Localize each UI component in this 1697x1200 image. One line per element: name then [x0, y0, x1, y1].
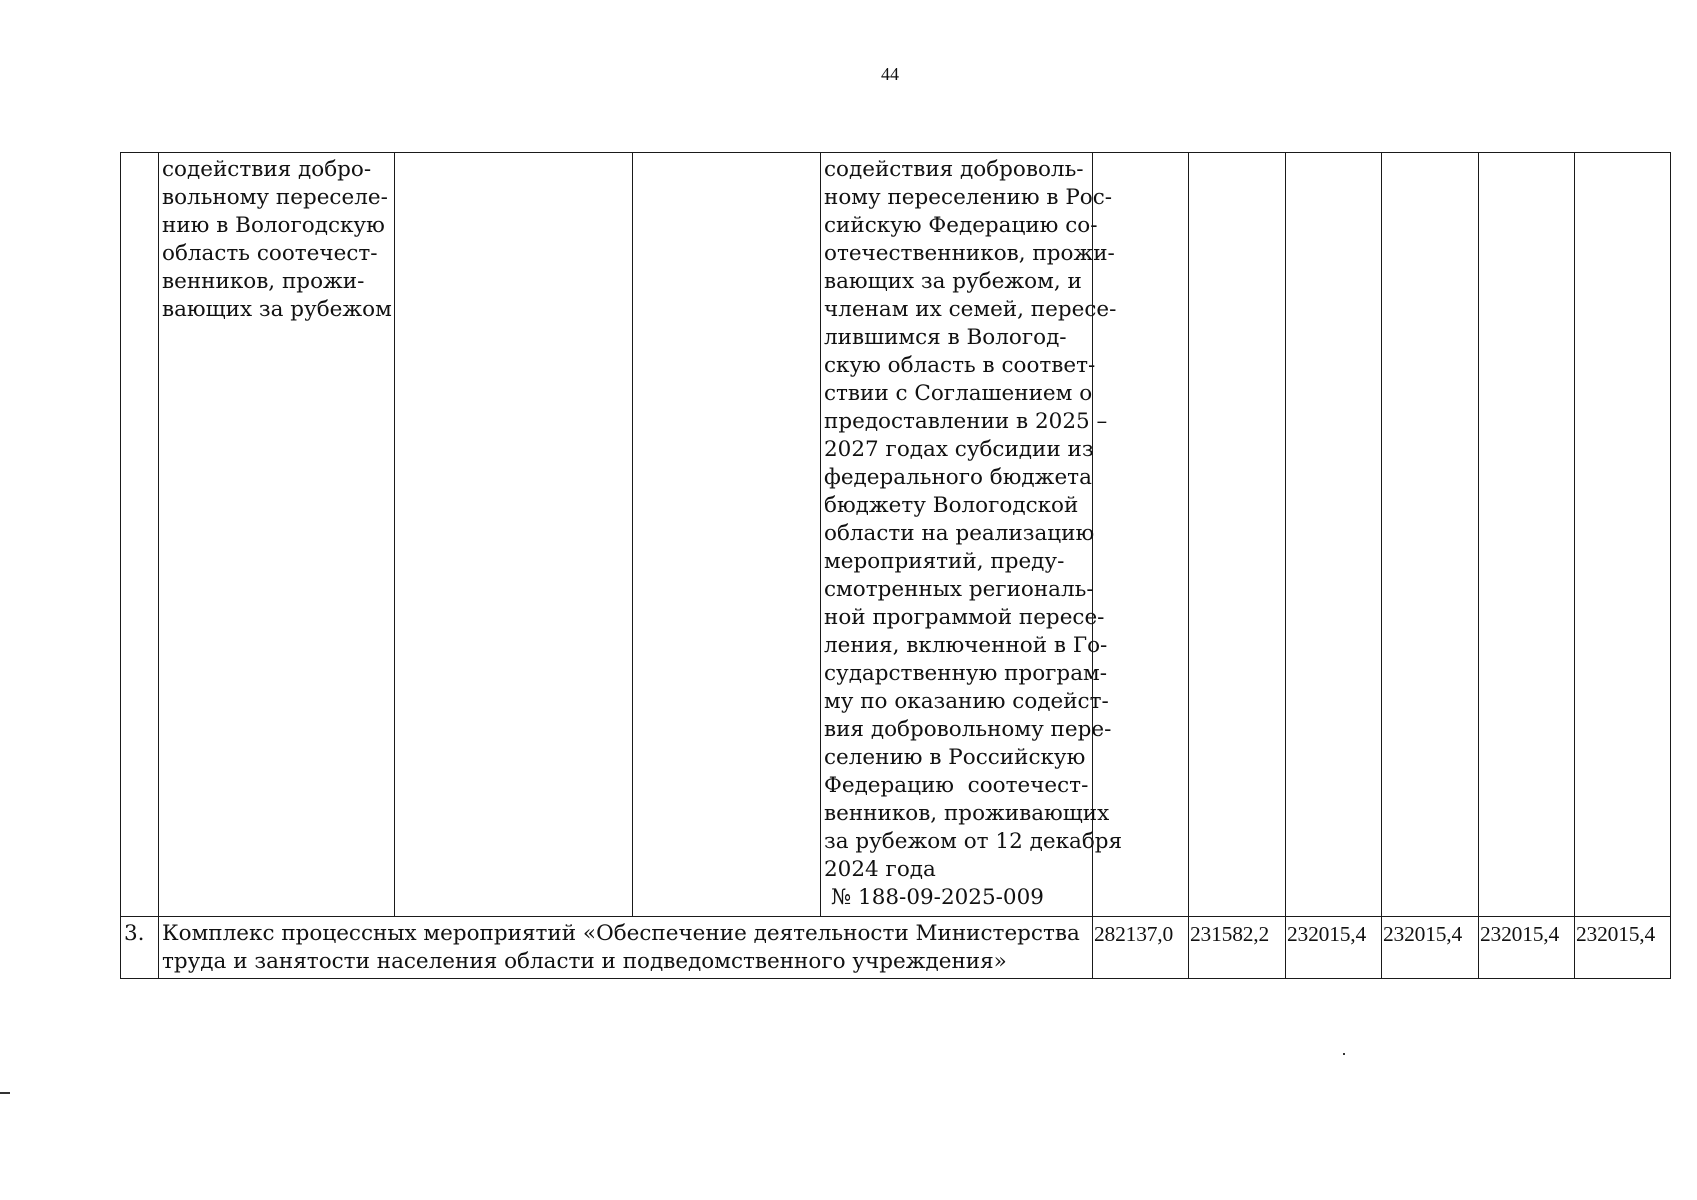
scan-dot — [1343, 1053, 1345, 1055]
value-cell-1: 282137,0 — [1093, 917, 1189, 979]
value-cell-2: 231582,2 — [1189, 917, 1286, 979]
program-table — [120, 152, 1671, 979]
table-row-3 — [121, 917, 1671, 979]
value-cell-5 — [1479, 153, 1575, 917]
scan-mark-left — [0, 1092, 10, 1094]
participant-cell — [633, 153, 821, 917]
table-row-continuation — [121, 153, 1671, 917]
value-cell-5: 232015,4 — [1479, 917, 1575, 979]
measure-name-cell: содействия добро- вольному переселе- нию в Вологодскую область соотечест- венников, прожи- вающих за рубежом — [159, 153, 395, 917]
value-cell-6: 232015,4 — [1575, 917, 1671, 979]
complex-title-cell: Комплекс процессных мероприятий «Обеспечение деятельности Министерства труда и занятости населения области и подведомственного учреждения» — [159, 917, 1093, 979]
value-cell-4 — [1382, 153, 1479, 917]
value-cell-3: 232015,4 — [1286, 917, 1382, 979]
row-index-cell: 3. — [121, 917, 159, 979]
basis-cell: содействия доброволь- ному переселению в Рос- сийскую Федерацию со- отечественников, прожи- вающих за рубежом, и членам их семей, пересе- лившимся в Вологод- скую область в соответ- ствии с Соглашением о предоставлении в 2025 – 2027 годах субсидии из федерального бюджета бюджету Вологодской области на реализацию мероприятий, преду- смотренных региональ- ной программой пересе- ления, включенной в Го- сударственную програм- му по оказанию содейст- вия добровольному пере- селению в Российскую Федерацию соотечест- венников, проживающих за рубежом от 12 декабря 2024 года № 188-09-2025-009 — [821, 153, 1093, 917]
executor-cell — [395, 153, 633, 917]
value-cell-3 — [1286, 153, 1382, 917]
value-cell-4: 232015,4 — [1382, 917, 1479, 979]
value-cell-6 — [1575, 153, 1671, 917]
page-number: 44 — [881, 64, 899, 84]
value-cell-2 — [1189, 153, 1286, 917]
row-index-cell — [121, 153, 159, 917]
